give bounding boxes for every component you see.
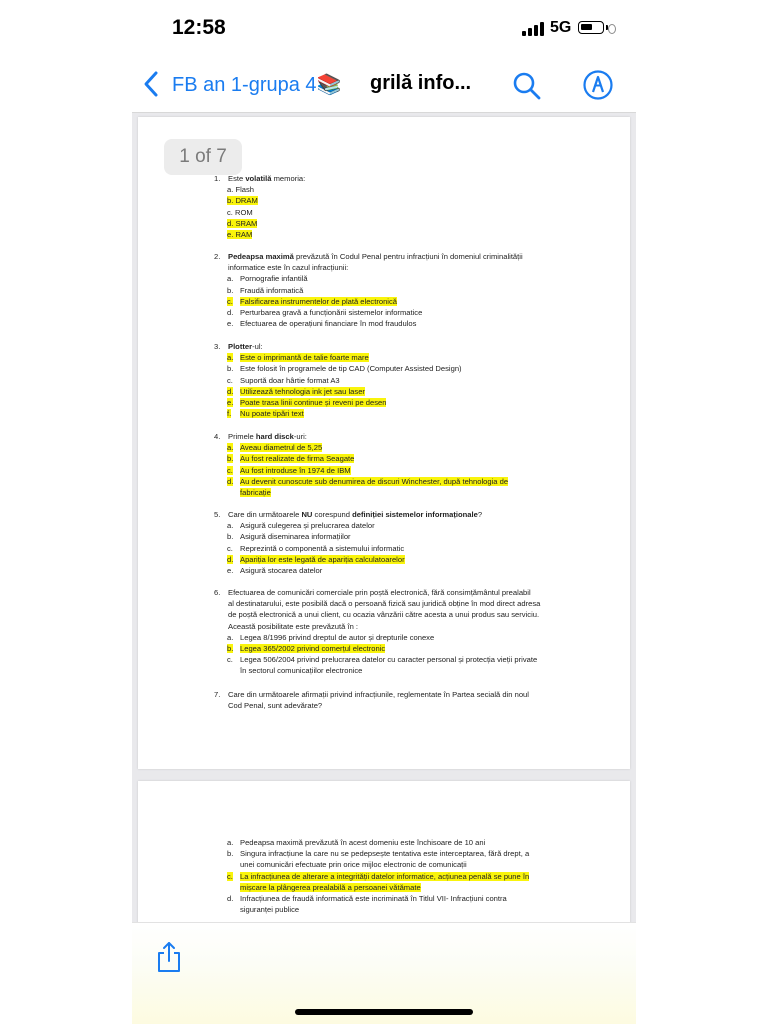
- answer-option: Legea 8/1996 privind dreptul de autor și drepturile conexe: [240, 632, 435, 642]
- answer-letter: a.: [227, 274, 234, 284]
- question-number: 7.: [214, 690, 221, 699]
- answer-letter: b.: [227, 364, 234, 374]
- question-text: Cod Penal, sunt adevărate?: [228, 701, 323, 711]
- answer-letter: c.: [227, 375, 233, 385]
- question-text: informatice este în cazul infracțiunii:: [228, 263, 349, 273]
- share-button[interactable]: [156, 941, 182, 978]
- answer-letter: f.: [227, 409, 232, 419]
- answer-option: Pedeapsa maximă prevăzută în acest domeniu este închisoare de 10 ani: [240, 838, 486, 847]
- back-button[interactable]: [142, 69, 162, 104]
- question-text: Primele hard disck-uri:: [228, 432, 307, 441]
- answer-option: Suportă doar hârtie format A3: [240, 375, 340, 385]
- question-text: Este volatilă memoria:: [228, 174, 306, 183]
- answer-option: Asigură diseminarea informațiilor: [240, 532, 351, 542]
- search-icon: [512, 71, 542, 101]
- answer-letter: a.: [227, 632, 234, 642]
- network-label: 5G: [550, 19, 572, 36]
- status-bar: [132, 0, 636, 60]
- question-text: Plotter-ul:: [228, 342, 263, 351]
- answer-option: e. RAM: [227, 230, 253, 239]
- answer-option: Nu poate tipări text: [240, 409, 304, 419]
- answer-letter: b.: [227, 454, 234, 464]
- navigation-bar: [132, 60, 636, 113]
- location-indicator-icon: [608, 24, 616, 34]
- home-indicator[interactable]: [295, 1009, 473, 1015]
- answer-option: în sectorul comunicațiilor electronice: [240, 666, 363, 676]
- answer-option: mișcare la plângerea prealabilă a persoanei vătămate: [240, 882, 421, 892]
- answer-option: a. Flash: [227, 185, 255, 195]
- question-number: 4.: [214, 432, 221, 441]
- question-number: 1.: [214, 174, 221, 183]
- page-indicator: 1 of 7: [164, 139, 242, 175]
- question-text: Această posibilitate este prevăzută în :: [228, 621, 359, 631]
- answer-option: Au devenit cunoscute sub denumirea de discuri Winchester, după tehnologia de: [240, 476, 509, 486]
- answer-letter: b.: [227, 285, 234, 295]
- answer-letter: b.: [227, 849, 234, 859]
- question-number: 3.: [214, 342, 221, 351]
- status-time: 12:58: [172, 16, 226, 39]
- answer-letter: c.: [227, 871, 233, 881]
- answer-option: Poate trasa linii continue și reveni pe desen: [240, 398, 387, 407]
- share-icon: [156, 941, 182, 973]
- answer-letter: a.: [227, 353, 234, 363]
- answer-option: Singura infracțiune la care nu se pedepsește tentativa este interceptarea, fără drept, a: [240, 849, 530, 859]
- answer-option: d. SRAM: [227, 218, 258, 228]
- answer-option: Fraudă informatică: [240, 285, 304, 295]
- answer-letter: c.: [227, 543, 233, 553]
- answer-letter: e.: [227, 398, 234, 407]
- battery-icon: [578, 21, 604, 34]
- answer-option: Legea 506/2004 privind prelucrarea datelor cu caracter personal și protecția vieții private: [240, 655, 538, 665]
- answer-option: Aveau diametrul de 5,25: [240, 443, 323, 453]
- answer-option: Infracțiunea de fraudă informatică este incriminată în Titlul VII- Infracțiuni contra: [240, 894, 507, 903]
- question-text: Care din următoarele afirmații privind infracțiunile, reglementate în Partea secială din noul: [228, 690, 529, 699]
- answer-letter: d.: [227, 386, 234, 396]
- answer-letter: d.: [227, 554, 234, 564]
- answer-option: Perturbarea gravă a funcționării sistemelor informatice: [240, 308, 423, 317]
- document-title: grilă info...: [370, 72, 472, 94]
- answer-option: Asigură culegerea și prelucrarea datelor: [240, 521, 375, 531]
- chevron-left-icon: [142, 69, 162, 99]
- signal-icon: [522, 22, 546, 36]
- markup-button[interactable]: [582, 69, 614, 106]
- answer-letter: a.: [227, 443, 234, 453]
- answer-option: c. ROM: [227, 207, 253, 217]
- answer-letter: e.: [227, 319, 234, 329]
- question-number: 2.: [214, 252, 221, 261]
- question-text: de poștă electronică a unui client, cu ocazia vânzării către acesta a unui produs sau serviciu.: [228, 610, 540, 620]
- answer-option: Legea 365/2002 privind comerțul electronic: [240, 644, 386, 653]
- answer-option: La infracțiunea de alterare a integrității datelor informatice, acțiunea penală se pune în: [240, 871, 530, 881]
- answer-option: Falsificarea instrumentelor de plată electronică: [240, 296, 398, 306]
- pdf-page-2: [138, 781, 630, 922]
- answer-option: unei comunicări efectuate prin orice mijloc electronic de comunicații: [240, 860, 467, 870]
- answer-letter: b.: [227, 532, 234, 542]
- bottom-toolbar: [132, 922, 636, 1024]
- question-number: 6.: [214, 588, 221, 597]
- answer-letter: b.: [227, 644, 234, 653]
- answer-option: Este o imprimantă de talie foarte mare: [240, 353, 369, 363]
- question-text: Pedeapsa maximă prevăzută în Codul Penal pentru infracțiuni în domeniul criminalității: [228, 252, 523, 261]
- phone-screen: [132, 0, 636, 1024]
- answer-option: fabricație: [240, 488, 271, 497]
- answer-letter: d.: [227, 476, 234, 486]
- document-viewer[interactable]: [132, 113, 636, 922]
- search-button[interactable]: [512, 71, 542, 106]
- answer-option: Reprezintă o componentă a sistemului informatic: [240, 543, 405, 553]
- answer-option: Au fost realizate de firma Seagate: [240, 454, 355, 464]
- question-number: 5.: [214, 510, 221, 519]
- answer-letter: c.: [227, 655, 233, 665]
- answer-option: Asigură stocarea datelor: [240, 566, 323, 575]
- answer-letter: a.: [227, 521, 234, 531]
- question-text: al destinatarului, este posibilă dacă o persoană fizică sau juridică obține în mod direct adresa: [228, 599, 541, 609]
- question-text: Care din următoarele NU corespund definiției sistemelor informaționale?: [228, 510, 483, 519]
- answer-option: Efectuarea de operațiuni financiare în mod fraudulos: [240, 319, 417, 329]
- pdf-page-1: [138, 117, 630, 769]
- answer-option: b. DRAM: [227, 196, 258, 206]
- answer-letter: e.: [227, 566, 234, 575]
- answer-letter: c.: [227, 465, 233, 475]
- answer-letter: c.: [227, 296, 233, 306]
- answer-option: Utilizează tehnologia ink jet sau laser: [240, 386, 365, 396]
- markup-pen-icon: [582, 69, 614, 101]
- answer-letter: d.: [227, 308, 234, 317]
- question-text: Efectuarea de comunicări comerciale prin poștă electronică, fără consimțământul prealabil: [228, 588, 531, 597]
- answer-option: Apariția lor este legată de apariția calculatoarelor: [240, 554, 405, 564]
- back-label[interactable]: FB an 1-grupa 4📚: [172, 74, 342, 96]
- answer-option: Au fost introduse în 1974 de IBM: [240, 465, 351, 475]
- answer-option: Este folosit în programele de tip CAD (Computer Assisted Design): [240, 364, 462, 374]
- answer-letter: a.: [227, 838, 234, 847]
- answer-option: Pornografie infantilă: [240, 274, 308, 284]
- answer-letter: d.: [227, 894, 234, 903]
- answer-option: siguranței publice: [240, 905, 300, 915]
